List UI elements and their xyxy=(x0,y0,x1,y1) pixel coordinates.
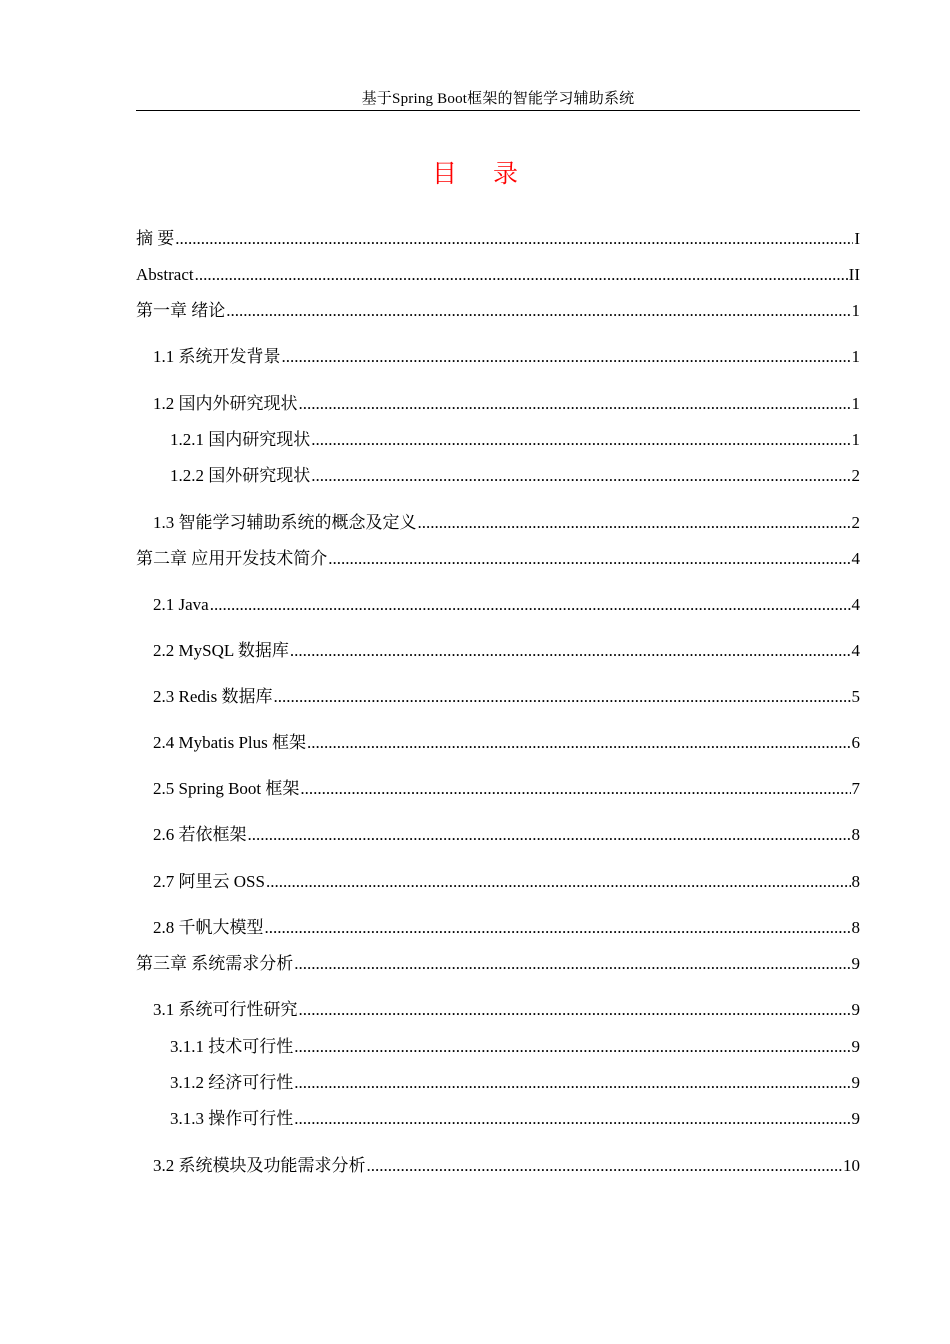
toc-entry-label: 3.1.1 技术可行性 xyxy=(170,1037,294,1056)
toc-entry-page: 7 xyxy=(851,779,860,798)
toc-entry-2-4[interactable] xyxy=(153,731,860,755)
dot-leader xyxy=(294,952,850,976)
toc-entry-label: 2.4 Mybatis Plus 框架 xyxy=(153,733,307,752)
toc-entry-label: 1.2.2 国外研究现状 xyxy=(170,466,311,485)
toc-entry-label: 3.1.3 操作可行性 xyxy=(170,1109,294,1128)
toc-entry-label: 3.1 系统可行性研究 xyxy=(153,1000,298,1019)
toc-entry-page: 9 xyxy=(851,1000,860,1019)
toc-entry-abstract-cn[interactable] xyxy=(136,227,860,251)
dot-leader xyxy=(195,263,848,287)
dot-leader xyxy=(328,547,850,571)
toc-entry-page: 4 xyxy=(851,641,860,660)
toc-entry-label: 2.7 阿里云 OSS xyxy=(153,872,265,891)
dot-leader xyxy=(175,227,853,251)
toc-entry-label: 3.1.2 经济可行性 xyxy=(170,1073,294,1092)
dot-leader xyxy=(266,870,851,894)
toc-entry-label: 1.2 国内外研究现状 xyxy=(153,394,298,413)
dot-leader xyxy=(307,731,850,755)
toc-entry-label: 2.2 MySQL 数据库 xyxy=(153,641,289,660)
dot-leader xyxy=(273,685,850,709)
toc-entry-page: 2 xyxy=(851,466,860,485)
toc-entry-label: 摘 要 xyxy=(136,229,175,248)
toc-entry-page: 2 xyxy=(851,513,860,532)
toc-entry-2-2[interactable] xyxy=(153,639,860,663)
dot-leader xyxy=(294,1107,850,1131)
dot-leader xyxy=(299,998,851,1022)
toc-entry-1-3[interactable] xyxy=(153,511,860,535)
dot-leader xyxy=(294,1071,850,1095)
dot-leader xyxy=(248,823,851,847)
dot-leader xyxy=(300,777,850,801)
toc-entry-page: 8 xyxy=(851,825,860,844)
toc-entry-page: II xyxy=(848,265,860,284)
toc-entry-label: 2.3 Redis 数据库 xyxy=(153,687,273,706)
toc-entry-label: 2.6 若依框架 xyxy=(153,825,247,844)
toc-entry-page: 9 xyxy=(851,954,860,973)
toc-entry-label: Abstract xyxy=(136,265,194,284)
toc-entry-label: 3.2 系统模块及功能需求分析 xyxy=(153,1156,366,1175)
running-header: 基于Spring Boot框架的智能学习辅助系统 xyxy=(136,88,860,111)
toc-entry-page: 6 xyxy=(851,733,860,752)
toc-title: 目录 xyxy=(431,159,554,188)
dot-leader xyxy=(311,464,850,488)
dot-leader xyxy=(282,345,851,369)
toc-entry-3-1-3[interactable] xyxy=(170,1107,860,1131)
toc-entry-chapter-2[interactable] xyxy=(136,547,860,571)
toc-entry-label: 2.8 千帆大模型 xyxy=(153,918,264,937)
toc-entry-page: I xyxy=(854,229,860,248)
toc-entry-page: 9 xyxy=(851,1109,860,1128)
toc-entry-2-6[interactable] xyxy=(153,823,860,847)
dot-leader xyxy=(265,916,851,940)
toc-entry-label: 1.3 智能学习辅助系统的概念及定义 xyxy=(153,513,417,532)
toc-entry-1-2[interactable] xyxy=(153,392,860,416)
toc-entry-2-1[interactable] xyxy=(153,593,860,617)
toc-entry-3-1-1[interactable] xyxy=(170,1035,860,1059)
toc-entry-2-7[interactable] xyxy=(153,870,860,894)
toc-entry-1-2-1[interactable] xyxy=(170,428,860,452)
toc-entry-2-3[interactable] xyxy=(153,685,860,709)
toc-entry-label: 2.1 Java xyxy=(153,595,209,614)
toc-entry-2-5[interactable] xyxy=(153,777,860,801)
toc-entry-3-1-2[interactable] xyxy=(170,1071,860,1095)
dot-leader xyxy=(418,511,851,535)
dot-leader xyxy=(226,299,850,323)
toc-entry-label: 2.5 Spring Boot 框架 xyxy=(153,779,300,798)
toc-entry-1-1[interactable] xyxy=(153,345,860,369)
toc-entry-label: 第一章 绪论 xyxy=(136,301,226,320)
toc-entry-page: 9 xyxy=(851,1037,860,1056)
toc-entry-label: 1.1 系统开发背景 xyxy=(153,347,281,366)
toc-entry-page: 1 xyxy=(851,347,860,366)
toc-entry-chapter-3[interactable] xyxy=(136,952,860,976)
dot-leader xyxy=(311,428,850,452)
toc-entry-page: 1 xyxy=(851,301,860,320)
dot-leader xyxy=(367,1154,843,1178)
toc-entry-chapter-1[interactable] xyxy=(136,299,860,323)
dot-leader xyxy=(210,593,851,617)
toc-entry-abstract-en[interactable] xyxy=(136,263,860,287)
toc-entry-page: 5 xyxy=(851,687,860,706)
toc-entry-page: 9 xyxy=(851,1073,860,1092)
toc-entry-page: 10 xyxy=(843,1156,860,1175)
toc-entry-page: 4 xyxy=(851,549,860,568)
dot-leader xyxy=(290,639,851,663)
dot-leader xyxy=(294,1035,850,1059)
dot-leader xyxy=(299,392,851,416)
toc-entry-page: 8 xyxy=(851,872,860,891)
toc-entry-3-1[interactable] xyxy=(153,998,860,1022)
toc-entry-2-8[interactable] xyxy=(153,916,860,940)
toc-entry-page: 4 xyxy=(851,595,860,614)
toc-entry-page: 8 xyxy=(851,918,860,937)
toc-entry-3-2[interactable] xyxy=(153,1154,860,1178)
toc-entry-page: 1 xyxy=(851,394,860,413)
toc-entry-page: 1 xyxy=(851,430,860,449)
toc-entry-1-2-2[interactable] xyxy=(170,464,860,488)
toc-entry-label: 第二章 应用开发技术简介 xyxy=(136,549,328,568)
toc-entry-label: 第三章 系统需求分析 xyxy=(136,954,294,973)
toc-entry-label: 1.2.1 国内研究现状 xyxy=(170,430,311,449)
